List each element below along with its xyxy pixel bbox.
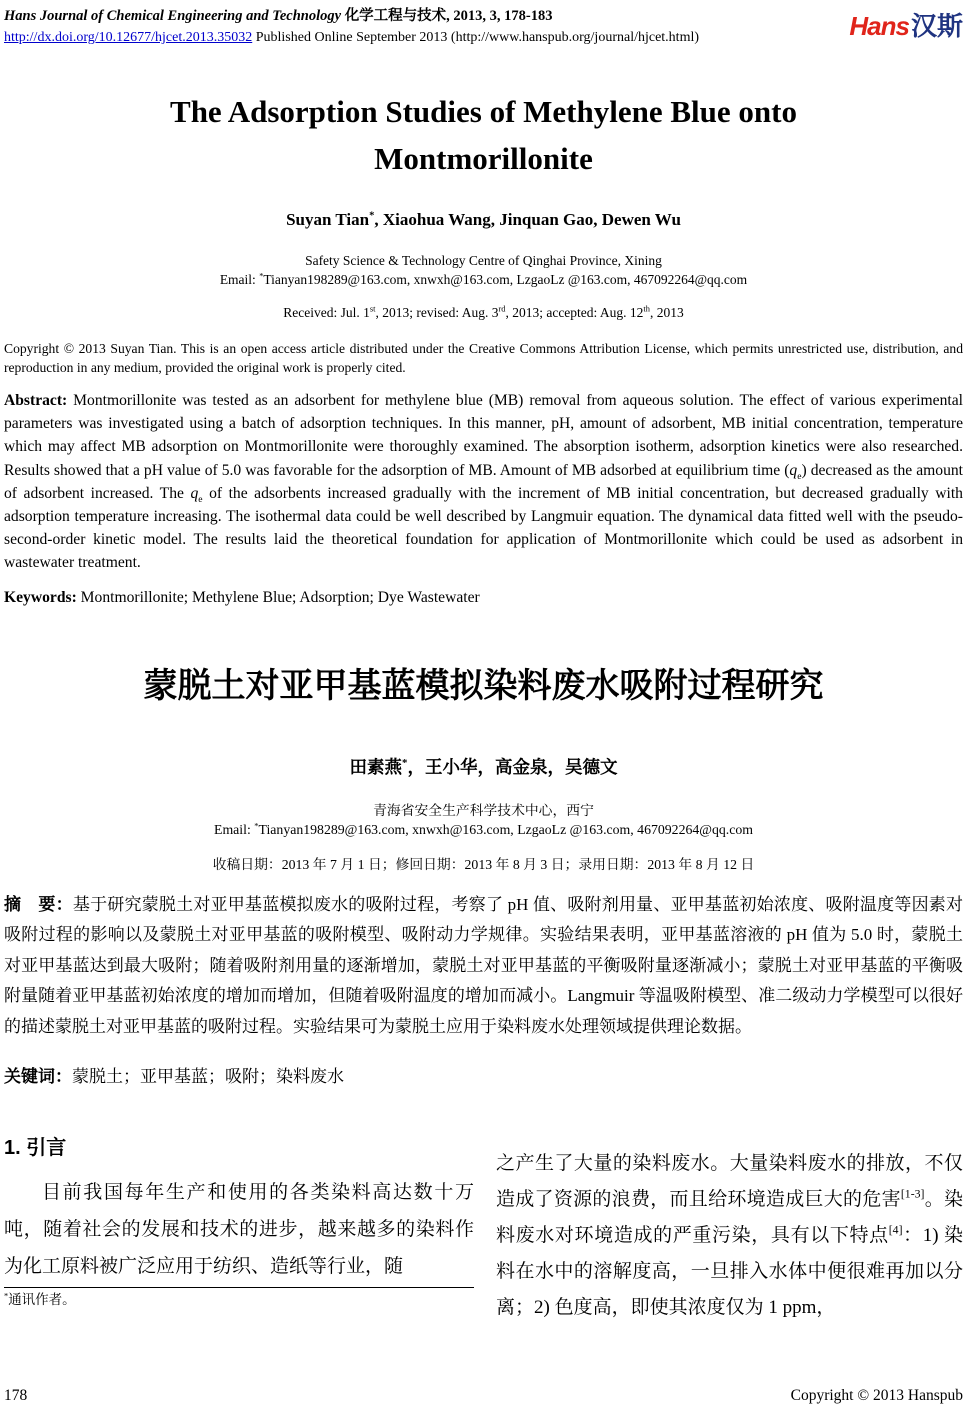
article-title-line2: Montmorillonite [374, 141, 593, 176]
qe-subscript-2: e [198, 493, 203, 505]
citation-ref-1-3: [1-3] [900, 1187, 925, 1201]
right-column [496, 1136, 963, 1326]
article-title-zh: 蒙脱土对亚甲基蓝模拟染料废水吸附过程研究 [143, 666, 824, 705]
hanspub-logo [849, 6, 963, 43]
keywords-zh [4, 1064, 963, 1090]
right-p3: ：1) 染料在水中的溶解度高，一旦排入水体中便很难再加以分离；2) 色度高，即使其浓度仅为 1 ppm， [496, 1225, 963, 1319]
affiliation-en: Safety Science & Technology Centre of Qinghai Province, Xining [305, 253, 662, 268]
affiliation-block-zh [4, 801, 963, 839]
page-number: 178 [4, 1387, 28, 1404]
email-addresses-zh: Tianyan198289@163.com, xnwxh@163.com, LzgaoLz @163.com, 467092264@qq.com [258, 821, 753, 837]
corresponding-author-mark-zh: * [402, 756, 408, 769]
abstract-en [4, 389, 963, 575]
copyright-notice: Copyright © 2013 Suyan Tian. This is an open access article distributed under the Creative Commons Attribution License, which permits unrestricted use, distribution, and reproduction in any medium, provided the original work is properly cited. [4, 341, 963, 375]
keywords-en [4, 587, 963, 609]
right-p2: 。染料废水对环境造成的严重污染，具有以下特点 [496, 1189, 963, 1247]
email-line-en [4, 271, 963, 290]
abstract-zh-text: 基于研究蒙脱土对亚甲基蓝模拟废水的吸附过程，考察了 pH 值、吸附剂用量、亚甲基蓝初始浓度、吸附温度等因素对吸附过程的影响以及蒙脱土对亚甲基蓝的吸附模型、吸附动力学规律。实验结果表明，亚甲基蓝溶液的 pH 值为 5.0 时，蒙脱土对亚甲基蓝达到最大吸附；随着吸附剂用量的逐渐增加，蒙脱土对亚甲基蓝的平衡吸附量逐渐减小；蒙脱土对亚甲基蓝的平衡吸附量随着亚甲基蓝初始浓度的增加而增加，但随着吸附温度的增加而减小。Langmuir 等温吸附模型、准二级动力学模型可以很好的描述蒙脱土对亚甲基蓝的吸附过程。实验结果可为蒙脱土应用于染料废水处理领域提供理论数据。 [4, 894, 964, 1036]
email-star: * [259, 271, 264, 280]
received-sup3: th [643, 304, 650, 314]
citation-ref-4: [4] [888, 1223, 903, 1237]
author-zh-first: 田素燕 [349, 756, 403, 777]
footnote-text: 通讯作者。 [8, 1292, 76, 1308]
corresponding-author-footnote [4, 1290, 474, 1310]
qe-symbol: q [789, 461, 798, 479]
received-p3: , 2013; accepted: Aug. 12 [505, 305, 644, 320]
journal-title-zh: 化学工程与技术, 2013, 3, 178-183 [341, 8, 553, 24]
left-column [4, 1136, 474, 1326]
corresponding-author-mark: * [369, 210, 375, 222]
page-header [4, 6, 963, 54]
abstract-label: Abstract: [4, 392, 68, 409]
affiliation-block-en [4, 252, 963, 289]
qe-subscript: e [797, 470, 802, 482]
doi-line [4, 27, 699, 48]
page-footer [4, 1387, 963, 1405]
email-star-zh: * [254, 820, 259, 831]
article-title-en [4, 88, 963, 182]
doi-link[interactable]: http://dx.doi.org/10.12677/hjcet.2013.35032 [4, 30, 253, 45]
received-p2: , 2013; revised: Aug. 3 [375, 305, 499, 320]
abstract-label-zh: 摘 要： [4, 894, 73, 914]
received-sup1: st [369, 304, 376, 314]
abstract-zh [4, 890, 963, 1043]
body-columns [4, 1136, 963, 1326]
authors-rest: , Xiaohua Wang, Jinquan Gao, Dewen Wu [374, 210, 681, 229]
authors-zh [4, 755, 963, 779]
journal-title-en: Hans Journal of Chemical Engineering and Technology [4, 8, 342, 24]
article-title-line1: The Adsorption Studies of Methylene Blue onto [170, 94, 797, 129]
email-addresses: Tianyan198289@163.com, xnwxh@163.com, LzgaoLz @163.com, 467092264@qq.com [263, 271, 748, 287]
email-line-zh [4, 820, 963, 839]
intro-paragraph-right [496, 1146, 963, 1326]
keywords-text: Montmorillonite; Methylene Blue; Adsorption; Dye Wastewater [76, 588, 480, 606]
email-label-zh: Email: [214, 821, 255, 837]
intro-paragraph-left: 目前我国每年生产和使用的各类染料高达数十万吨，随着社会的发展和技术的进步，越来越多的染料作为化工原料被广泛应用于纺织、造纸等行业，随 [4, 1182, 474, 1278]
keywords-label-zh: 关键词： [4, 1067, 72, 1087]
abstract-p3: of the adsorbents increased gradually with the increment of MB initial concentration, but decreased gradually with adsorption temperature increasing. The isothermal data could be well described by Langmuir equation. The dynamical data fitted well with the pseudo-second-order kinetic model. The results laid the theoretical foundation for application of Montmorillonite which could be used as adsorbent in wastewater treatment. [4, 484, 963, 572]
received-sup2: rd [498, 304, 506, 314]
published-online-info: Published Online September 2013 (http://www.hanspub.org/journal/hjcet.html) [252, 30, 700, 45]
journal-header-block [4, 6, 699, 48]
received-p1: Received: Jul. 1 [283, 305, 370, 320]
abstract-p1: Montmorillonite was tested as an adsorbent for methylene blue (MB) removal from aqueous solution. The effect of various experimental parameters was investigated using a batch of adsorption techniques. In this manner, pH, amount of adsorbent, MB initial concentration, temperature which may affect MB adsorption on Montmorillonite were thoroughly examined. The absorption isotherm, adsorption kinetics were also researched. Results showed that a pH value of 5.0 was favorable for the adsorption of MB. Amount of MB adsorbed at equilibrium time ( [4, 392, 963, 479]
dates-zh: 收稿日期：2013 年 7 月 1 日；修回日期：2013 年 8 月 3 日；录用日期：2013 年 8 月 12 日 [212, 856, 755, 872]
footnote-star: * [4, 1291, 9, 1301]
footnote-divider [4, 1287, 474, 1288]
authors-en [4, 208, 963, 232]
email-label: Email: [219, 271, 260, 287]
received-dates-en [4, 305, 963, 321]
keywords-zh-text: 蒙脱土；亚甲基蓝；吸附；染料废水 [72, 1067, 344, 1087]
hanspub-logo-en: Hans [849, 11, 909, 41]
received-p4: , 2013 [649, 305, 684, 320]
right-p1: 之产生了大量的染料废水。大量染料废水的排放，不仅造成了资源的浪费，而且给环境造成巨大的危害 [496, 1153, 963, 1211]
author-first: Suyan Tian [286, 210, 370, 229]
abstract-p2: ) decreased as the amount of adsorbent increased. The [4, 461, 963, 502]
journal-title-line [4, 6, 699, 27]
section-1-heading: 1. 引言 [4, 1137, 67, 1160]
affiliation-zh: 青海省安全生产科学技术中心，西宁 [373, 802, 594, 818]
footer-copyright: Copyright © 2013 Hanspub [790, 1387, 963, 1404]
keywords-label: Keywords: [4, 588, 77, 606]
qe-symbol-2: q [190, 484, 199, 502]
authors-zh-rest: ，王小华，高金泉，吴德文 [407, 756, 618, 777]
hanspub-logo-zh: 汉斯 [910, 11, 963, 41]
